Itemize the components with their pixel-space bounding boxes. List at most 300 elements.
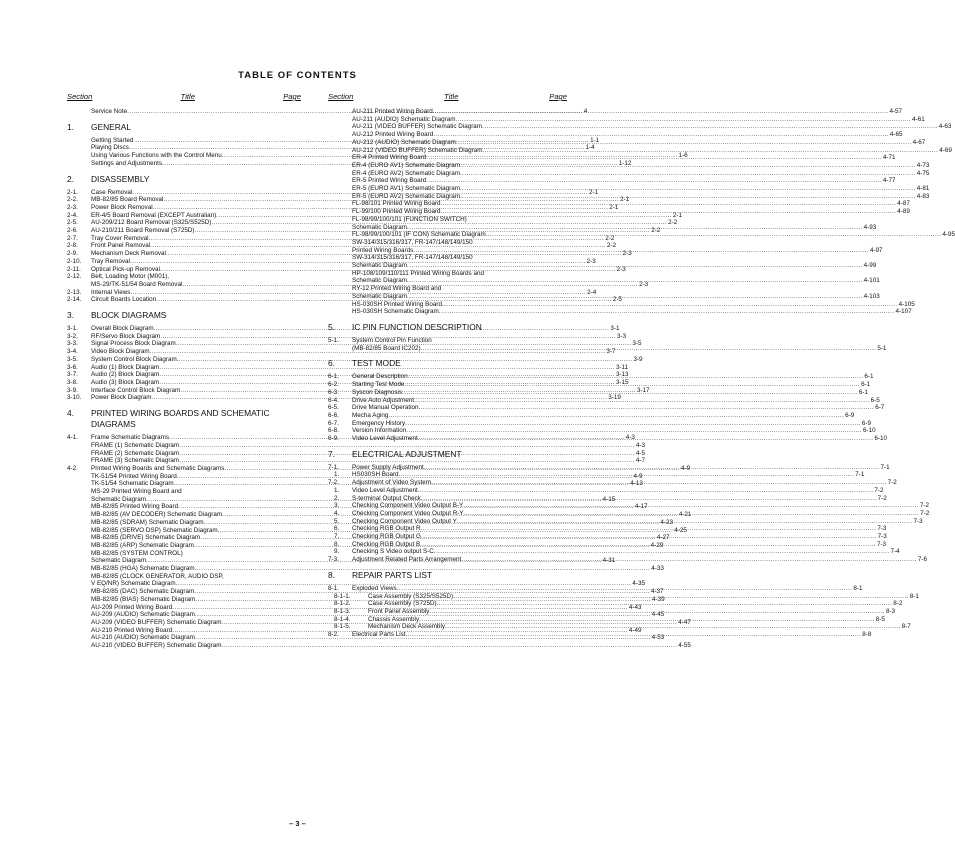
entry-page-number: 4-47 <box>678 618 691 626</box>
toc-entry[interactable] <box>67 642 691 650</box>
section-header: Section <box>328 92 354 101</box>
entry-title: Audio (1) Block Diagram <box>91 363 160 371</box>
toc-entry[interactable] <box>328 548 900 556</box>
entry-number <box>67 565 91 573</box>
dot-leader <box>431 479 887 487</box>
entry-number: 1. <box>334 471 340 479</box>
entry-title: Schematic Diagram <box>91 557 146 565</box>
entry-number: 3-10. <box>67 394 82 402</box>
toc-entry[interactable] <box>328 216 567 224</box>
dot-leader <box>419 616 875 624</box>
entry-title: Case Removal <box>91 188 133 196</box>
page-header: Page <box>283 92 301 101</box>
entry-number <box>67 496 91 504</box>
toc-entry[interactable] <box>328 177 896 185</box>
entry-title: AU-209 Printed Wiring Board <box>91 603 173 611</box>
entry-number <box>67 534 91 542</box>
entry-title: RY-12 Printed Wiring Board and <box>352 285 442 293</box>
dot-leader <box>413 247 869 255</box>
entry-number <box>328 154 352 162</box>
entry-title: TK-51/54 Schematic Diagram <box>91 480 174 488</box>
entry-title: Front Panel Assembly <box>368 607 430 615</box>
dot-leader <box>407 224 863 232</box>
entry-number: 6. <box>334 525 340 533</box>
dot-leader <box>421 345 877 353</box>
toc-entry[interactable] <box>328 486 884 495</box>
entry-number <box>328 216 352 224</box>
entry-number: 2-3. <box>67 203 78 211</box>
section-heading <box>328 449 567 460</box>
dot-leader <box>441 208 897 216</box>
section-heading <box>328 322 567 333</box>
entry-page-number: 4-63 <box>938 123 952 131</box>
toc-entry[interactable] <box>67 573 301 581</box>
entry-title: (MB-82/85 Board IC202) <box>352 344 421 352</box>
section-heading <box>328 570 567 581</box>
toc-entry[interactable] <box>328 308 912 316</box>
toc-entry[interactable] <box>67 565 664 573</box>
entry-title: AU-210 (VIDEO BUFFER) Schematic Diagram <box>91 642 222 650</box>
entry-title: Video Level Adjustment <box>352 486 418 494</box>
entry-number <box>67 281 91 289</box>
entry-number: 3-8. <box>67 378 78 386</box>
entry-page-number: 4-9 <box>681 464 691 472</box>
entry-title: Internal Views <box>91 288 131 296</box>
dot-leader <box>456 136 912 147</box>
entry-page-number: 8-2 <box>893 600 903 608</box>
entry-page-number: 2-3 <box>616 265 626 273</box>
entry-page-number: 4-65 <box>889 131 903 139</box>
dot-leader <box>460 185 916 193</box>
entry-title: Circuit Boards Location <box>91 296 157 304</box>
entry-number <box>67 642 91 650</box>
dot-leader <box>457 518 913 526</box>
entry-page-number: 4-45 <box>651 611 665 619</box>
entry-title: ER-5 (EURO AV2) Schematic Diagram <box>352 192 461 200</box>
section-heading <box>67 310 301 321</box>
entry-title: Getting Started <box>91 136 134 144</box>
entry-page-number: 7-1 <box>880 463 890 471</box>
entry-page-number: 1-1 <box>590 136 600 144</box>
entry-title: Version Information <box>352 427 407 435</box>
entry-page-number: 4-95 <box>942 231 955 239</box>
column-header <box>328 92 567 108</box>
dot-leader <box>429 608 885 616</box>
entry-number: 7-2. <box>328 479 339 487</box>
entry-title: ER-5 (EURO AV1) Schematic Diagram <box>352 185 461 193</box>
entry-title: Tray Cover Removal <box>91 234 149 242</box>
entry-page-number: 4-67 <box>912 138 926 146</box>
toc-entry[interactable] <box>67 550 301 558</box>
entry-page-number: 7-2 <box>919 502 930 510</box>
entry-page-number: 4-89 <box>897 208 910 216</box>
entry-title: HS030SH Board <box>352 471 399 479</box>
entry-number <box>328 262 352 270</box>
entry-title: MB-82/85 (ARP) Schematic Diagram <box>91 541 194 549</box>
entry-page-number: 3-11 <box>615 363 629 371</box>
section-heading <box>67 122 301 133</box>
dot-leader <box>486 231 942 239</box>
entry-page-number: 2-3 <box>586 257 596 265</box>
dot-leader <box>406 631 862 639</box>
entry-title: Exploded Views <box>352 584 397 592</box>
entry-title: Schematic Diagram <box>352 223 407 231</box>
entry-number: 8. <box>334 540 340 548</box>
entry-number <box>328 108 352 116</box>
entry-title: MS-29 Printed Wiring Board and <box>91 488 182 496</box>
dot-leader <box>407 277 863 285</box>
entry-page-number: 6-9 <box>861 419 872 427</box>
dot-leader <box>460 193 916 201</box>
dot-leader <box>408 373 864 381</box>
entry-page-number: 4-81 <box>916 185 930 193</box>
entry-title: Case Assembly (S325/S525D) <box>368 592 454 600</box>
entry-page-number: 6-10 <box>862 427 876 435</box>
entry-title: HS-030SH Schematic Diagram <box>352 308 439 316</box>
entry-page-number: 8-5 <box>875 615 885 623</box>
entry-page-number: 2-1 <box>609 203 619 211</box>
entry-number <box>328 301 352 309</box>
entry-number: 2-7. <box>67 234 78 242</box>
entry-page-number: 4-33 <box>651 565 664 573</box>
entry-title: Power Block Diagram <box>91 394 152 402</box>
entry-page-number: 4 <box>583 108 588 115</box>
entry-number <box>328 285 352 293</box>
dot-leader <box>482 123 938 131</box>
entry-number: 3-5. <box>67 355 78 363</box>
entry-title: Drive Manual Operation <box>352 404 419 412</box>
dot-leader <box>426 177 882 185</box>
entry-number <box>67 573 91 581</box>
entry-number: 2-13. <box>67 288 82 296</box>
dot-leader <box>437 600 893 608</box>
section-number: 1. <box>67 121 74 132</box>
entry-number: 6-7. <box>328 419 339 427</box>
entry-page-number: 4-55 <box>678 642 691 650</box>
entry-number <box>328 308 352 316</box>
entry-number: 3-7. <box>67 371 78 379</box>
entry-page-number: 4-31 <box>602 557 616 565</box>
entry-title: MB-82/85 (SDRAM) Schematic Diagram <box>91 518 204 526</box>
entry-page-number: 3-19 <box>608 394 621 402</box>
entry-title: ER-5 Printed Wiring Board <box>352 177 427 185</box>
entry-title: AU-211 (AUDIO) Schematic Diagram <box>352 115 456 123</box>
entry-number <box>328 254 352 262</box>
entry-title: AU-209/212 Board Removal (S325/S525D) <box>91 219 212 227</box>
entry-title: AU-210 (AUDIO) Schematic Diagram <box>91 634 195 642</box>
entry-page-number: 1-4 <box>585 144 595 152</box>
entry-title: Overall Block Diagram <box>91 325 154 333</box>
entry-page-number: 8-1 <box>853 584 863 592</box>
entry-page-number: 1-6 <box>678 152 688 160</box>
toc-entry[interactable] <box>328 337 567 345</box>
entry-number <box>328 270 352 278</box>
entry-page-number: 4-39 <box>652 595 665 603</box>
toc-entry[interactable] <box>67 457 645 465</box>
entry-page-number: 4-71 <box>882 154 896 162</box>
entry-number: 6-8. <box>328 427 339 435</box>
entry-page-number: 2-2 <box>651 227 661 235</box>
entry-title: FL-98/99/100/101 (FUNCTION SWITCH) <box>352 215 467 223</box>
entry-title: ER-4 (EURO AV1) Schematic Diagram <box>352 161 461 169</box>
dot-leader <box>421 495 877 503</box>
entry-number: 8-1-2. <box>334 600 351 608</box>
entry-page-number: 2-1 <box>589 188 599 196</box>
entry-title: HP-108/109/110/111 Printed Wiring Boards and <box>352 269 484 277</box>
entry-page-number: 4-101 <box>863 277 880 285</box>
entry-title: Emergency History <box>352 419 406 427</box>
entry-title: FL-98/101 Printed Wiring Board <box>352 200 441 208</box>
entry-number <box>67 611 91 619</box>
entry-page-number: 4-83 <box>916 192 930 200</box>
section-heading-text: PRINTED WIRING BOARDS AND SCHEMATIC <box>91 408 270 419</box>
entry-number <box>328 162 352 170</box>
entry-title: Chassis Assembly <box>368 615 420 623</box>
entry-page-number: 4-93 <box>863 223 877 231</box>
entry-number: 7-1. <box>328 463 339 471</box>
entry-number <box>67 160 91 168</box>
section-heading-text: GENERAL <box>91 121 132 132</box>
entry-number <box>328 185 352 193</box>
entry-title: AU-211 (VIDEO BUFFER) Schematic Diagram <box>352 123 483 131</box>
dot-leader <box>463 502 919 510</box>
toc-entry[interactable] <box>328 131 903 139</box>
entry-page-number: 3-9 <box>633 355 643 363</box>
entry-page-number: 4-73 <box>916 161 930 169</box>
entry-page-number: 2-2 <box>668 219 678 227</box>
entry-title: Video Block Diagram <box>91 348 150 356</box>
entry-title: Audio (2) Block Diagram <box>91 371 160 379</box>
entry-number <box>67 527 91 535</box>
entry-title: Checking Component Video Output B-Y <box>352 502 464 510</box>
entry-page-number: 6-9 <box>845 411 855 419</box>
entry-title: Checking Component Video Output R-Y <box>352 509 464 517</box>
toc-entry[interactable] <box>328 404 885 412</box>
entry-title: AU-210/211 Board Removal (S725D) <box>91 227 195 235</box>
entry-page-number: 8-3 <box>885 607 896 615</box>
entry-title: MB-82/85 (HGA) Schematic Diagram <box>91 565 195 573</box>
entry-number: 2-14. <box>67 296 82 304</box>
entry-number <box>67 550 91 558</box>
entry-number: 2-10. <box>67 257 82 265</box>
entry-page-number: 4-27 <box>656 534 670 542</box>
entry-page-number: 6-1 <box>864 373 874 381</box>
entry-number <box>67 580 91 588</box>
entry-title: TK-51/54 Printed Wiring Board <box>91 472 177 480</box>
entry-title: FRAME (2) Schematic Diagram <box>91 449 180 457</box>
entry-title: MS-29/TK-51/54 Board Removal <box>91 280 183 288</box>
dot-leader <box>420 541 876 549</box>
entry-number: 8-1-1. <box>334 592 351 600</box>
entry-title: Frame Schematic Diagrams <box>91 434 170 442</box>
entry-number: 2-5. <box>67 219 78 227</box>
entry-page-number: 4-15 <box>602 495 616 503</box>
section-heading <box>328 358 567 369</box>
entry-title: MB-82/85 (AV DECODER) Schematic Diagram <box>91 511 223 519</box>
entry-title: Electrical Parts List <box>352 631 406 639</box>
entry-title: Drive Auto Adjustment <box>352 396 414 404</box>
entry-number: 8-1-5. <box>334 623 351 631</box>
toc-entry[interactable] <box>328 108 903 116</box>
entry-number <box>67 473 91 481</box>
entry-page-number: 7-3 <box>913 517 923 525</box>
entry-page-number: 7-3 <box>876 540 887 548</box>
entry-number <box>67 488 91 496</box>
entry-title: ER-4 Printed Wiring Board <box>352 154 427 162</box>
entry-page-number: 7-3 <box>877 525 887 533</box>
section-number: 4. <box>67 408 74 419</box>
dot-leader <box>418 435 874 443</box>
entry-number <box>67 457 91 465</box>
toc-entry[interactable] <box>328 270 567 278</box>
entry-page-number: 3-15 <box>615 378 629 386</box>
entry-page-number: 4-7 <box>635 457 645 465</box>
entry-title: Tray Removal <box>91 257 130 265</box>
toc-entry[interactable] <box>328 254 567 262</box>
entry-number <box>328 177 352 185</box>
entry-page-number: 2-1 <box>672 211 682 219</box>
dot-leader <box>406 427 862 435</box>
toc-entry[interactable] <box>328 115 925 124</box>
entry-title: FL-99/100 Printed Wiring Board <box>352 208 441 216</box>
entry-page-number: 2-3 <box>639 280 649 288</box>
entry-page-number: 4-9 <box>633 472 643 480</box>
toc-entry[interactable] <box>328 239 567 247</box>
toc-entry[interactable] <box>328 123 952 131</box>
entry-number <box>67 442 91 450</box>
section-heading-text: TEST MODE <box>352 358 401 369</box>
dot-leader <box>419 404 875 412</box>
entry-page-number: 4-5 <box>635 449 645 457</box>
entry-title: Schematic Diagram <box>352 277 407 285</box>
entry-page-number: 4-87 <box>897 200 910 208</box>
dot-leader <box>407 293 863 301</box>
entry-title: AU-212 Printed Wiring Board <box>352 131 434 139</box>
section-heading-text: DISASSEMBLY <box>91 173 150 184</box>
entry-number <box>67 634 91 642</box>
entry-number: 1. <box>334 486 340 494</box>
entry-number <box>67 144 91 152</box>
entry-title: Case Assembly (S725D) <box>368 600 437 608</box>
entry-page-number: 7-6 <box>917 556 928 564</box>
toc-entry[interactable] <box>328 169 930 178</box>
toc-entry[interactable] <box>67 441 645 450</box>
section-number: 8. <box>328 569 335 580</box>
entry-number <box>328 116 352 124</box>
entry-page-number: 4-49 <box>628 626 642 634</box>
entry-number <box>328 139 352 147</box>
dot-leader <box>460 170 916 178</box>
entry-number <box>328 147 352 155</box>
entry-page-number: 4-21 <box>678 511 692 519</box>
entry-title: AU-209 (VIDEO BUFFER) Schematic Diagram <box>91 618 222 626</box>
entry-title: MB-82/85 (CLOCK GENERATOR, AUDIO DSP, <box>91 572 224 580</box>
entry-page-number: 7-3 <box>877 533 887 541</box>
dot-leader <box>405 420 861 428</box>
entry-number: 8-1-4. <box>334 615 351 623</box>
dot-leader <box>442 301 898 309</box>
toc-entry[interactable] <box>328 411 855 420</box>
entry-number: 6-1. <box>328 373 339 381</box>
entry-page-number: 7-2 <box>887 479 897 487</box>
section-heading-text: REPAIR PARTS LIST <box>352 569 433 580</box>
entry-title: Checking Component Video Output Y <box>352 517 457 525</box>
dot-leader <box>433 131 889 139</box>
section-number: 5. <box>328 321 335 332</box>
entry-page-number: 7-4 <box>890 548 900 556</box>
entry-page-number: 3-7 <box>606 348 616 356</box>
entry-page-number: 4-3 <box>625 434 635 442</box>
entry-number <box>67 519 91 527</box>
toc-entry[interactable] <box>67 273 301 281</box>
entry-title: Printed Wiring Boards <box>352 246 414 254</box>
entry-title: ER-4/5 Board Removal (EXCEPT Australian) <box>91 211 217 219</box>
section-heading-text: IC PIN FUNCTION DESCRIPTION <box>352 321 482 332</box>
entry-title: Video Level Adjustment <box>352 435 418 443</box>
entry-page-number: 3-1 <box>610 325 620 333</box>
dot-leader <box>399 471 855 479</box>
entry-page-number: 5-1 <box>877 344 887 352</box>
section-number: 6. <box>328 358 335 369</box>
toc-entry[interactable] <box>67 488 301 496</box>
entry-title: Settings and Adjustments <box>91 159 163 167</box>
entry-number <box>67 137 91 145</box>
entry-number: 2-2. <box>67 196 78 204</box>
dot-leader <box>461 556 917 564</box>
entry-number: 3-2. <box>67 332 78 340</box>
entry-number: 2-8. <box>67 242 78 250</box>
entry-number: 6-2. <box>328 381 339 389</box>
toc-entry[interactable] <box>328 419 872 428</box>
dot-leader <box>402 386 858 397</box>
entry-number: 5. <box>334 517 340 525</box>
toc-entry[interactable] <box>328 285 567 293</box>
entry-title: Mechanism Deck Assembly <box>368 623 445 631</box>
entry-number: 2-11. <box>67 265 81 273</box>
entry-page-number: 7-1 <box>855 471 865 479</box>
section-heading <box>67 419 301 430</box>
entry-number <box>67 619 91 627</box>
entry-title: FL-98/99/100/101 (IF CON) Schematic Diagram <box>352 231 486 239</box>
dot-leader <box>433 108 889 116</box>
entry-title: Interface Control Block Diagram <box>91 386 181 394</box>
dot-leader <box>407 262 863 270</box>
entry-number <box>67 627 91 635</box>
entry-number: 6-4. <box>328 396 339 404</box>
entry-number <box>67 503 91 511</box>
entry-number <box>67 604 91 612</box>
toc-entry[interactable] <box>328 427 876 435</box>
entry-number: 6-6. <box>328 411 339 419</box>
entry-number <box>328 231 352 239</box>
entry-title: Checking RGB Output R <box>352 525 421 533</box>
entry-page-number: 2-4 <box>587 288 597 296</box>
entry-number <box>67 511 91 519</box>
entry-number <box>328 345 352 353</box>
entry-number: 2-9. <box>67 250 78 258</box>
entry-title: V EQ/NR) Schematic Diagram <box>91 580 176 588</box>
entry-number <box>67 542 91 550</box>
entry-number: 6-3. <box>328 388 339 396</box>
entry-title: Schematic Diagram <box>91 495 146 503</box>
section-number: 3. <box>67 310 74 321</box>
entry-page-number: 4-3 <box>635 441 645 449</box>
entry-title: Adjustment Related Parts Arrangement <box>352 556 462 564</box>
entry-number <box>67 596 91 604</box>
dot-leader <box>414 397 870 405</box>
entry-page-number: 4-105 <box>898 300 915 308</box>
entry-page-number: 4-75 <box>916 169 930 177</box>
